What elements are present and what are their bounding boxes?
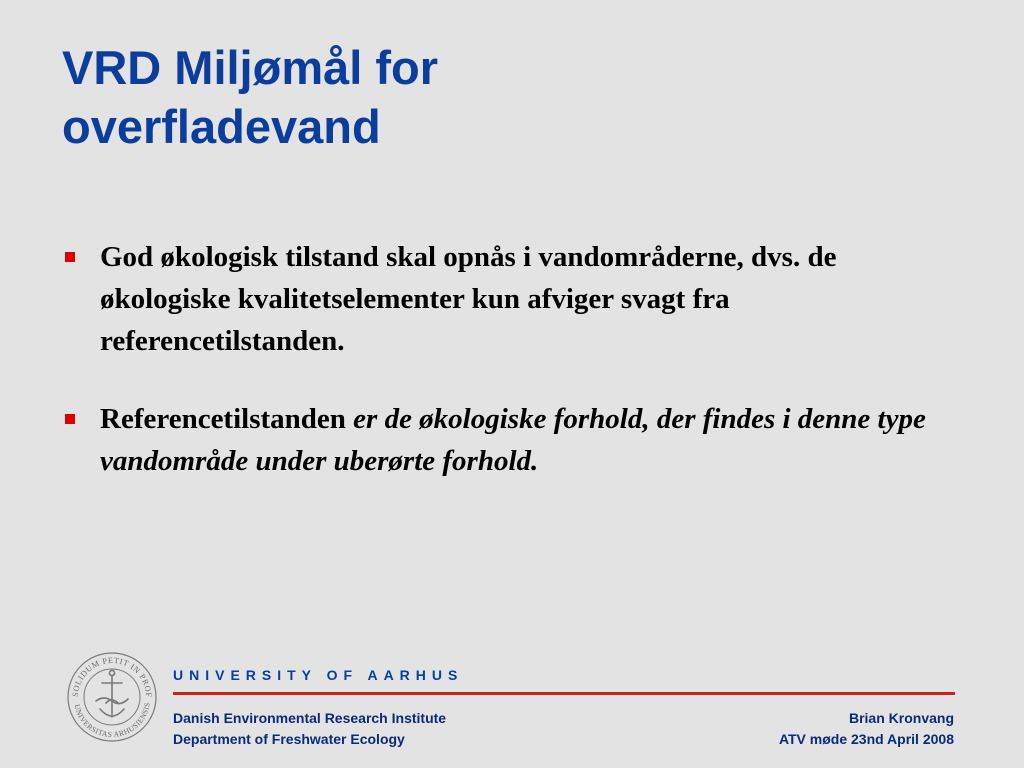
bullet-item-2 xyxy=(62,398,942,482)
footer-author xyxy=(779,708,954,750)
seal-text-top: SOLIDUM PETIT IN PROF xyxy=(70,655,154,698)
event-date: ATV møde 23nd April 2008 xyxy=(778,731,954,747)
bullet-text-1: God økologisk tilstand skal opnås i vandområderne, dvs. de økologiske kvalitetselementer kun afviger svagt fra referencetilstanden. xyxy=(100,241,837,357)
seal-text-bottom: UNIVERSITAS ARHUSIENSIS xyxy=(72,701,152,740)
footer-rule xyxy=(173,692,955,695)
department-name: Department of Freshwater Ecology xyxy=(173,731,405,747)
university-seal-icon xyxy=(66,651,158,743)
title-line-2: overfladevand xyxy=(62,100,381,153)
author-name: Brian Kronvang xyxy=(848,710,954,726)
slide-title xyxy=(62,38,962,156)
bullet-2-term: Referencetilstanden xyxy=(100,403,346,435)
square-bullet-icon xyxy=(65,414,75,424)
bullet-2-definition: er de økologiske forhold, der findes i denne type vandområde under uberørte forhold. xyxy=(100,403,926,477)
university-name: UNIVERSITY OF AARHUS xyxy=(173,667,464,683)
square-bullet-icon xyxy=(65,252,75,262)
bullet-item-1 xyxy=(62,236,942,362)
institute-name: Danish Environmental Research Institute xyxy=(173,710,447,726)
bullet-list xyxy=(62,236,942,482)
title-line-1: VRD Miljømål for xyxy=(62,41,439,94)
footer-institute xyxy=(173,708,446,750)
